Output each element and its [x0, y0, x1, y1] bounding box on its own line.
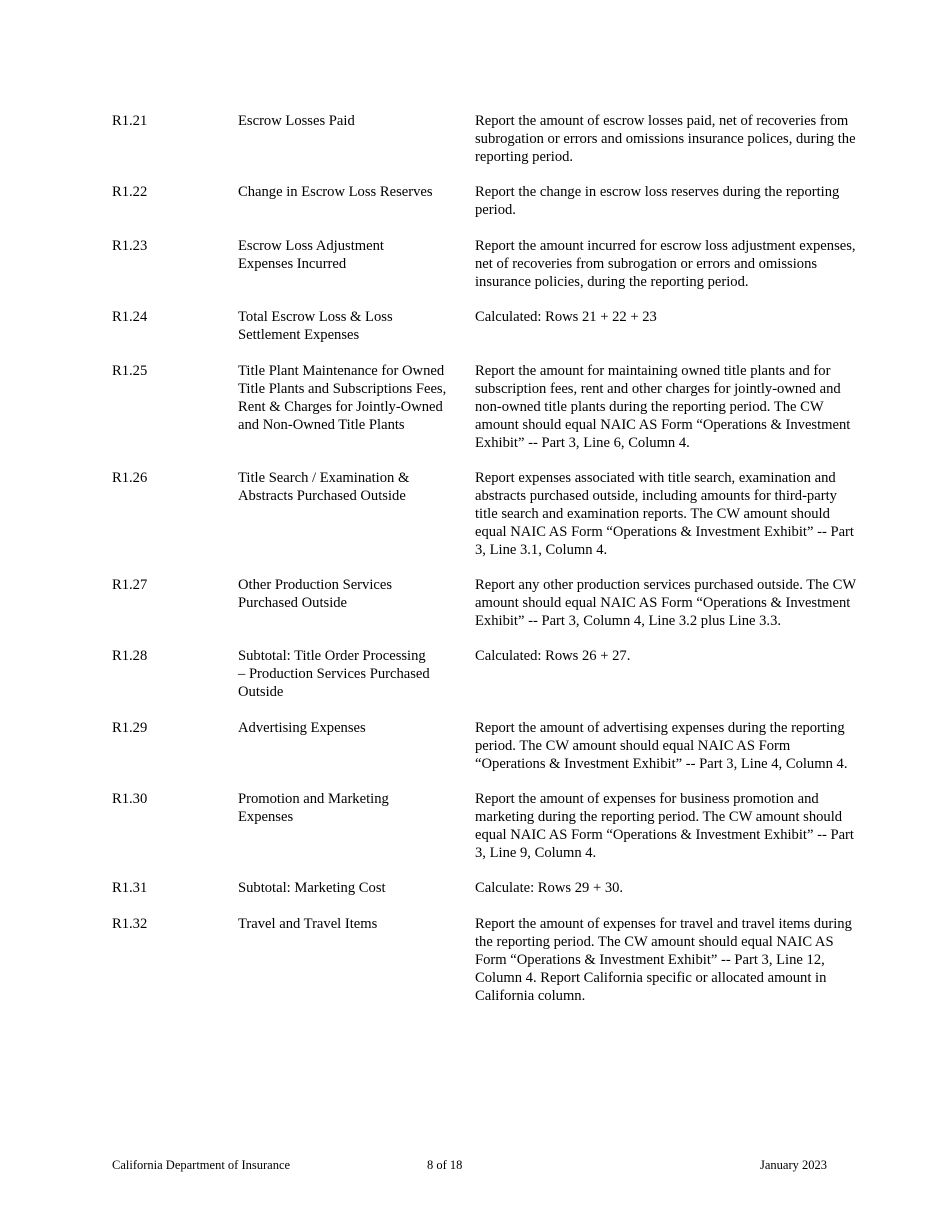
row-item: Travel and Travel Items [238, 916, 378, 932]
row-description: Report the change in escrow loss reserves during the reporting period. [475, 184, 840, 218]
row-code: R1.23 [112, 238, 148, 254]
row-item: Promotion and Marketing Expenses [238, 791, 389, 825]
footer-page-number: 8 of 18 [427, 1158, 463, 1172]
row-description: Report the amount for maintaining owned title plants and for subscription fees, rent and other charges for jointly-owned and non-owned title plants during the reporting period. The CW amount should equal NAIC AS Form “Operations & Investment Exhibit” -- Part 3, Line 6, Column 4. [475, 363, 851, 451]
row-item: Subtotal: Marketing Cost [238, 880, 386, 896]
row-code: R1.28 [112, 648, 148, 664]
row-code: R1.32 [112, 916, 148, 932]
row-item: Escrow Loss Adjustment Expenses Incurred [238, 238, 384, 272]
row-description: Report the amount of expenses for travel and travel items during the reporting period. The CW amount should equal NAIC AS Form “Operations & Investment Exhibit” -- Part 3, Line 12, Column 4. Report California specific or allocated amount in California column. [475, 916, 852, 1004]
footer-date: January 2023 [760, 1158, 827, 1172]
row-item: Title Plant Maintenance for Owned Title Plants and Subscriptions Fees, Rent & Charges for Jointly-Owned and Non-Owned Title Plants [238, 363, 447, 433]
row-description: Report the amount of escrow losses paid, net of recoveries from subrogation or errors and omissions insurance polices, during the reporting period. [475, 113, 856, 165]
row-item: Change in Escrow Loss Reserves [238, 184, 433, 200]
row-code: R1.29 [112, 720, 148, 736]
row-code: R1.26 [112, 470, 148, 486]
row-item: Total Escrow Loss & Loss Settlement Expenses [238, 309, 393, 343]
row-item: Subtotal: Title Order Processing – Production Services Purchased Outside [238, 648, 430, 700]
row-code: R1.22 [112, 184, 148, 200]
row-code: R1.21 [112, 113, 148, 129]
row-description: Calculate: Rows 29 + 30. [475, 880, 624, 896]
row-code: R1.27 [112, 577, 148, 593]
row-code: R1.30 [112, 791, 148, 807]
row-code: R1.31 [112, 880, 148, 896]
row-description: Report any other production services purchased outside. The CW amount should equal NAIC AS Form “Operations & Investment Exhibit” -- Part 3, Column 4, Line 3.2 plus Line 3.3. [475, 577, 857, 629]
row-description: Report the amount incurred for escrow loss adjustment expenses, net of recoveries from subrogation or errors and omissions insurance policies, during the reporting period. [475, 238, 856, 290]
row-code: R1.25 [112, 363, 148, 379]
row-description: Report the amount of expenses for business promotion and marketing during the reporting period. The CW amount should equal NAIC AS Form “Operations & Investment Exhibit” -- Part 3, Line 9, Column 4. [475, 791, 854, 861]
row-item: Other Production Services Purchased Outside [238, 577, 393, 611]
row-description: Calculated: Rows 21 + 22 + 23 [475, 309, 657, 325]
row-item: Escrow Losses Paid [238, 113, 355, 129]
row-description: Report the amount of advertising expenses during the reporting period. The CW amount should equal NAIC AS Form “Operations & Investment Exhibit” -- Part 3, Line 4, Column 4. [475, 720, 848, 772]
row-description: Report expenses associated with title search, examination and abstracts purchased outside, including amounts for third-party title search and examination reports. The CW amount should equal NAIC AS Form “Operations & Investment Exhibit” -- Part 3, Line 3.1, Column 4. [475, 470, 854, 558]
row-item: Title Search / Examination & Abstracts Purchased Outside [238, 470, 410, 504]
row-code: R1.24 [112, 309, 148, 325]
footer-organization: California Department of Insurance [112, 1158, 291, 1172]
row-description: Calculated: Rows 26 + 27. [475, 648, 631, 664]
row-item: Advertising Expenses [238, 720, 366, 736]
